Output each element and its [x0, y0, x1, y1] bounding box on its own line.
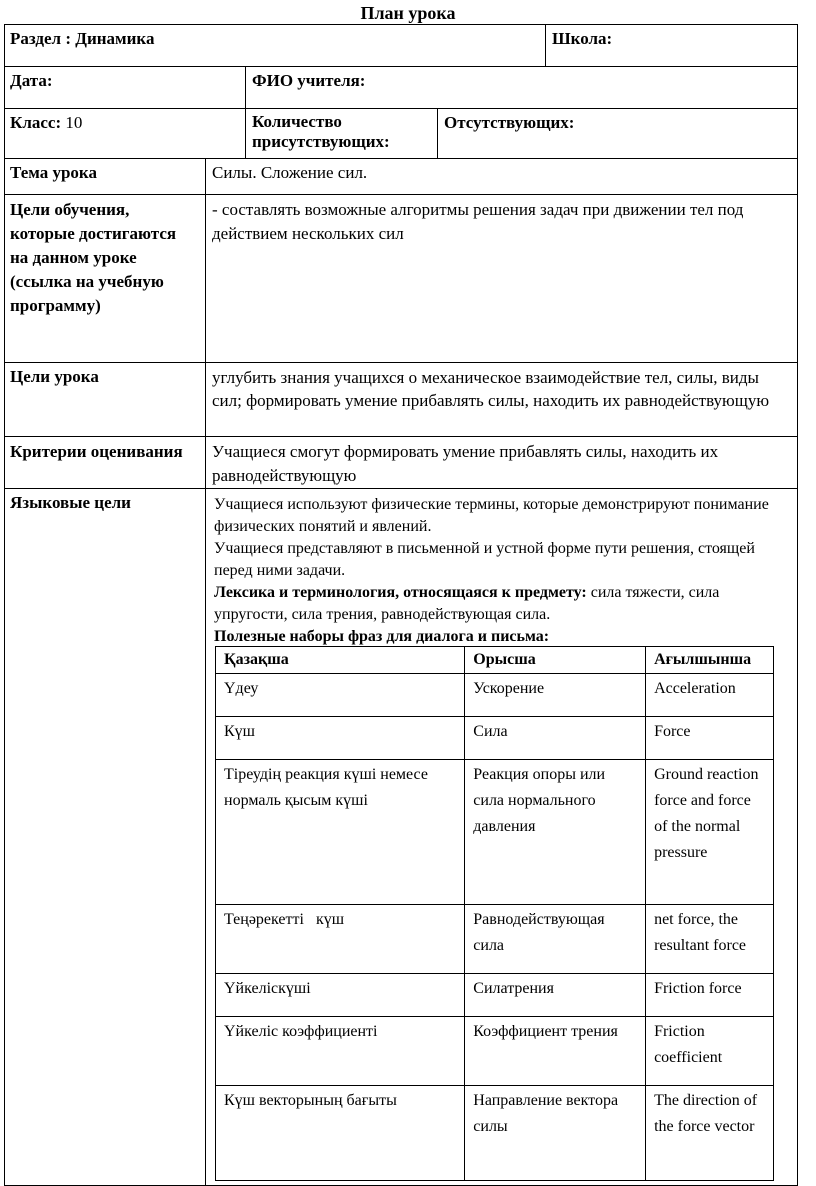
- cell-russian: Коэффициент трения: [465, 1017, 646, 1086]
- lesson-goals-value: углубить знания учащихся о механическое взаимодействие тел, силы, виды сил; формировать умение прибавлять силы, находить их равнодействующую: [212, 368, 770, 410]
- language-goals-content: [208, 492, 796, 650]
- header-english: Ағылшынша: [646, 647, 774, 674]
- cell-russian: Равнодействующая сила: [465, 905, 646, 974]
- table-row: [216, 905, 774, 974]
- cell-russian: Силатрения: [465, 974, 646, 1017]
- page-title: План урока: [360, 3, 456, 23]
- table-row: [216, 974, 774, 1017]
- table-row: [216, 1086, 774, 1181]
- cell-english: Force: [646, 717, 774, 760]
- header-kazakh: Қазақша: [216, 647, 465, 674]
- table-header-row: [216, 647, 774, 674]
- criteria-label: Критерии оценивания: [10, 442, 183, 461]
- cell-russian: Ускорение: [465, 674, 646, 717]
- criteria-value: Учащиеся смогут формировать умение прибавлять силы, находить их равнодействующую: [212, 442, 719, 485]
- class-cell: [4, 110, 244, 136]
- lesson-goals-label: Цели урока: [10, 367, 99, 386]
- section-label: Раздел : Динамика: [10, 29, 155, 48]
- teacher-label: ФИО учителя:: [252, 71, 366, 90]
- cell-kazakh: Үдеу: [216, 674, 465, 717]
- table-row: [216, 674, 774, 717]
- cell-russian: Реакция опоры или сила нормального давления: [465, 760, 646, 905]
- cell-english: Friction coefficient: [646, 1017, 774, 1086]
- language-paragraph-2: Учащиеся представляют в письменной и устной форме пути решения, стоящей перед ними задачи.: [214, 540, 755, 579]
- vocabulary-paragraph: [214, 582, 790, 626]
- cell-russian: Направление вектора силы: [465, 1086, 646, 1181]
- cell-kazakh: Күш векторының бағыты: [216, 1086, 465, 1181]
- class-value: 10: [65, 113, 83, 132]
- cell-kazakh: Үйкеліскүші: [216, 974, 465, 1017]
- school-label: Школа:: [552, 29, 613, 48]
- table-row: [216, 1017, 774, 1086]
- absent-label: Отсутствующих:: [444, 113, 575, 132]
- vocabulary-terms: сила тяжести, сила упругости, сила трения, равнодействующая сила.: [214, 584, 720, 623]
- cell-english: Acceleration: [646, 674, 774, 717]
- topic-value: Силы. Сложение сил.: [212, 163, 368, 182]
- table-row: [216, 717, 774, 760]
- language-paragraph-1: Учащиеся используют физические термины, которые демонстрируют понимание физических понятий и явлений.: [214, 496, 769, 535]
- present-label: Количество присутствующих:: [252, 112, 390, 152]
- cell-english: The direction of the force vector: [646, 1086, 774, 1181]
- cell-russian: Сила: [465, 717, 646, 760]
- topic-label: Тема урока: [10, 163, 97, 182]
- header-russian: Орысша: [465, 647, 646, 674]
- cell-kazakh: Теңәрекетті күш: [216, 905, 465, 974]
- cell-english: net force, the resultant force: [646, 905, 774, 974]
- class-label: Класс:: [10, 113, 62, 132]
- learning-goals-value: - составлять возможные алгоритмы решения задач при движении тел под действием нескольких сил: [212, 200, 744, 243]
- phrases-heading: Полезные наборы фраз для диалога и письма:: [214, 628, 550, 645]
- date-label: Дата:: [10, 71, 53, 90]
- learning-goals-label: Цели обучения, которые достигаются на данном уроке (ссылка на учебную программу): [10, 200, 177, 315]
- table-row: [216, 760, 774, 905]
- vocabulary-table: [215, 646, 774, 1181]
- cell-english: Ground reaction force and force of the normal pressure: [646, 760, 774, 905]
- cell-kazakh: Күш: [216, 717, 465, 760]
- cell-kazakh: Үйкеліс коэффициенті: [216, 1017, 465, 1086]
- vocabulary-label: Лексика и терминология, относящаяся к предмету:: [214, 584, 587, 601]
- cell-english: Friction force: [646, 974, 774, 1017]
- cell-kazakh: Тіреудің реакция күші немесе нормаль қысым күші: [216, 760, 465, 905]
- language-goals-label: Языковые цели: [10, 493, 131, 512]
